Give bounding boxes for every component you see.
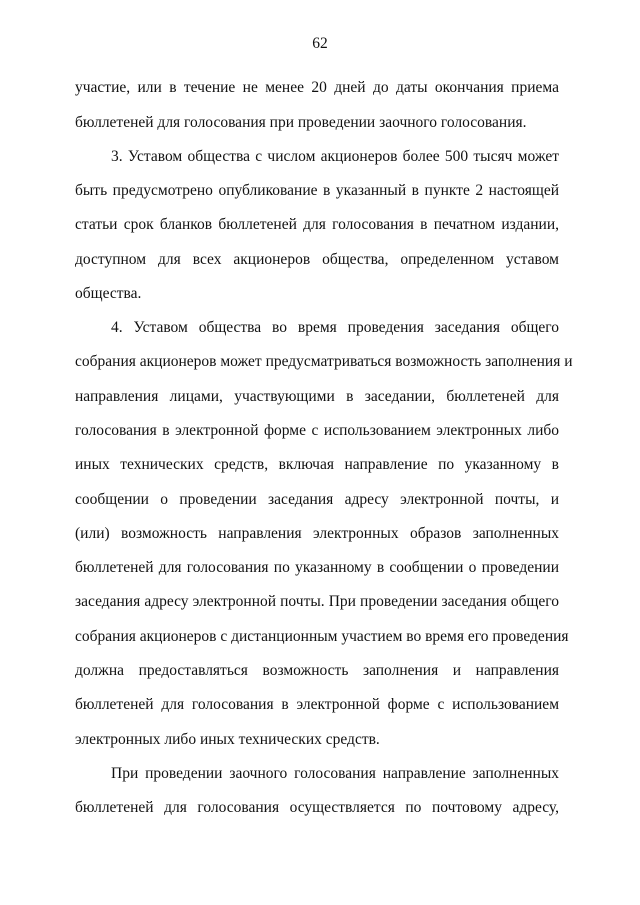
text-line: голосования в электронной форме с использованием электронных либо	[75, 422, 559, 439]
text-line: должна предоставляться возможность заполнения и направления	[75, 662, 559, 679]
text-line: иных технических средств, включая направление по указанному в	[75, 456, 559, 473]
text-line: бюллетеней для голосования осуществляется по почтовому адресу,	[75, 799, 559, 816]
text-line: бюллетеней для голосования по указанному в сообщении о проведении	[75, 559, 559, 576]
text-line: статьи срок бланков бюллетеней для голосования в печатном издании,	[75, 216, 559, 233]
text-line: заседания адресу электронной почты. При проведении заседания общего	[75, 593, 559, 610]
text-line: бюллетеней для голосования в электронной форме с использованием	[75, 696, 559, 713]
text-line: собрания акционеров может предусматриваться возможность заполнения и	[75, 353, 573, 370]
text-line: быть предусмотрено опубликование в указанный в пункте 2 настоящей	[75, 182, 559, 199]
text-line: сообщении о проведении заседания адресу электронной почты, и	[75, 491, 559, 508]
page-number: 62	[312, 35, 328, 52]
text-line: электронных либо иных технических средств.	[75, 731, 380, 748]
text-line: участие, или в течение не менее 20 дней до даты окончания приема	[75, 79, 559, 96]
text-line: доступном для всех акционеров общества, определенном уставом	[75, 251, 559, 268]
text-line: 4. Уставом общества во время проведения заседания общего	[111, 319, 559, 336]
text-line: 3. Уставом общества с числом акционеров более 500 тысяч может	[111, 148, 559, 165]
text-line: (или) возможность направления электронных образов заполненных	[75, 525, 559, 542]
text-line: общества.	[75, 285, 142, 302]
text-line: собрания акционеров с дистанционным участием во время его проведения	[75, 628, 569, 645]
text-line: направления лицами, участвующими в заседании, бюллетеней для	[75, 388, 559, 405]
text-line: При проведении заочного голосования направление заполненных	[111, 765, 559, 782]
text-line: бюллетеней для голосования при проведении заочного голосования.	[75, 114, 527, 131]
